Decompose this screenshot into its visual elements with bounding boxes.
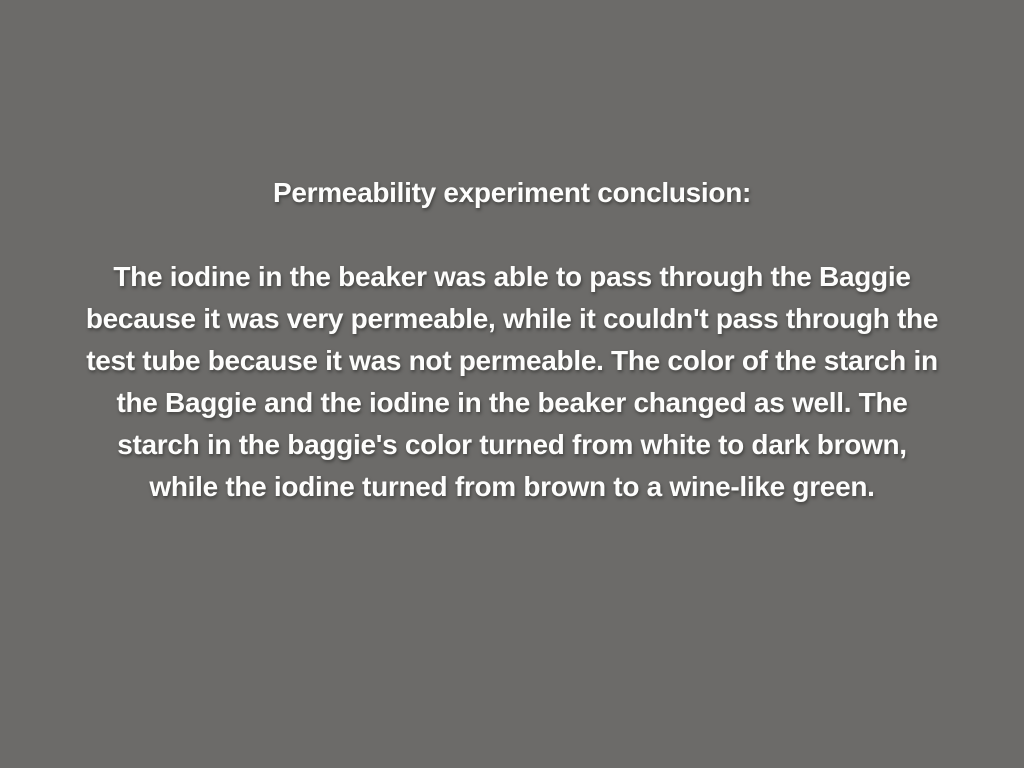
slide-title: Permeability experiment conclusion: <box>272 177 752 208</box>
body-line: The iodine in the beaker was able to pass through the Baggie <box>113 261 911 292</box>
slide-text-block <box>0 172 1024 508</box>
body-line: the Baggie and the iodine in the beaker changed as well. The <box>116 387 908 418</box>
body-line: while the iodine turned from brown to a wine-like green. <box>149 471 875 502</box>
body-line: test tube because it was not permeable. The color of the starch in <box>86 345 938 376</box>
body-line: because it was very permeable, while it couldn't pass through the <box>85 303 939 334</box>
body-line: starch in the baggie's color turned from white to dark brown, <box>117 429 907 460</box>
slide-body <box>0 256 1024 508</box>
